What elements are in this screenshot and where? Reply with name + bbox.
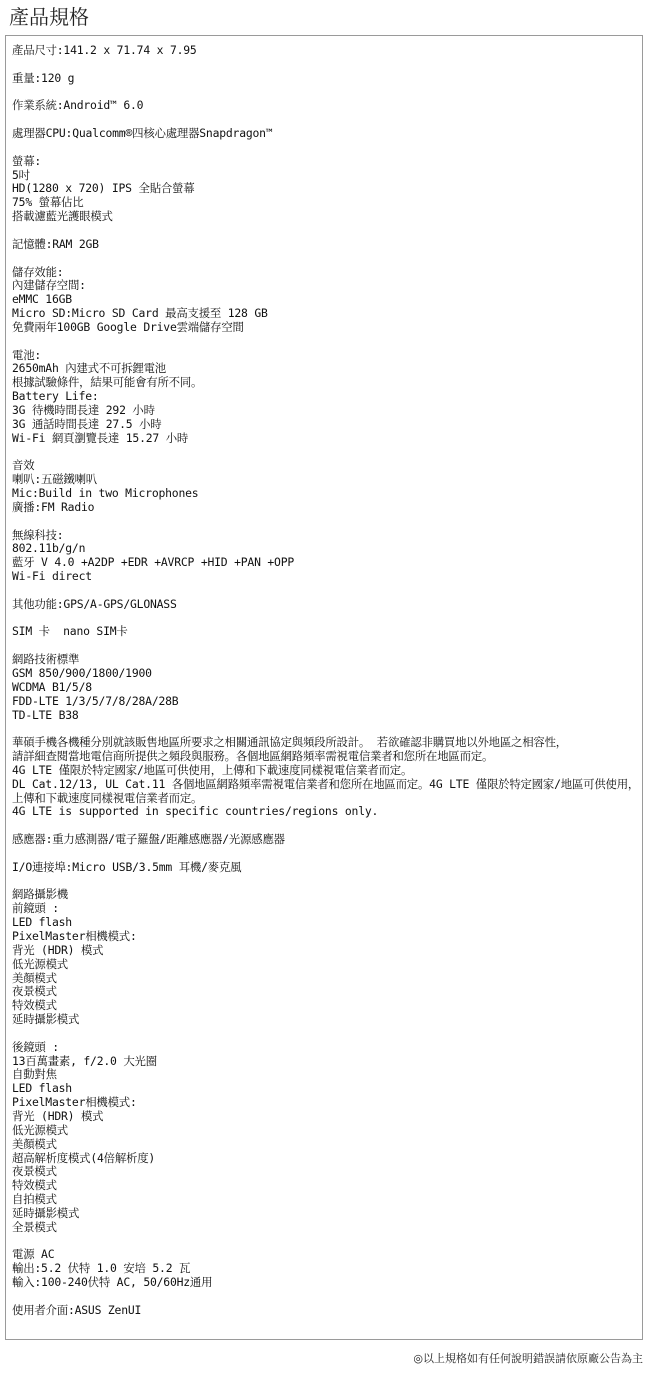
spec-section-sensors: [12, 833, 636, 847]
spec-line: 喇叭:五磁鐵喇叭: [12, 472, 97, 487]
spec-line: Wi-Fi direct: [12, 569, 92, 584]
spec-line: 搭載濾藍光護眼模式: [12, 209, 113, 224]
spec-line: 自拍模式: [12, 1192, 57, 1207]
spec-line: 前鏡頭 :: [12, 901, 59, 916]
spec-line: 延時攝影模式: [12, 1205, 80, 1220]
spec-line: Wi-Fi 網頁瀏覽長達 15.27 小時: [12, 430, 189, 445]
spec-line: 產品尺寸:141.2 x 71.74 x 7.95: [12, 43, 197, 57]
spec-line: 夜景模式: [12, 1164, 57, 1179]
spec-section-audio: [12, 459, 636, 514]
spec-section-cpu: [12, 127, 636, 141]
spec-line: 電池:: [12, 347, 42, 362]
spec-section-wireless: [12, 529, 636, 584]
spec-line: 無線科技:: [12, 527, 64, 542]
spec-line: 其他功能:GPS/A-GPS/GLONASS: [12, 596, 177, 611]
spec-line: 請詳細查閱當地電信商所提供之頻段與服務。各個地區網路頻率需視電信業者和您所在地區而定。: [12, 749, 494, 764]
spec-section-sim: [12, 625, 636, 639]
spec-line: SIM 卡 nano SIM卡: [12, 624, 128, 639]
spec-line: 低光源模式: [12, 956, 68, 971]
spec-section-network: [12, 653, 636, 722]
spec-line: 儲存效能:: [12, 264, 64, 279]
spec-line: Mic:Build in two Microphones: [12, 486, 199, 500]
spec-line: 2650mAh 內建式不可拆鋰電池: [12, 361, 166, 376]
spec-section-network-notes: [12, 735, 640, 819]
spec-line: 音效: [12, 458, 35, 473]
spec-line: PixelMaster相機模式:: [12, 929, 137, 943]
spec-line: DL Cat.12/13, UL Cat.11 各個地區網路頻率需視電信業者和您所在地區而定。4G LTE 僅限於特定國家/地區可供使用，: [12, 776, 640, 791]
spec-line: 免費兩年100GB Google Drive雲端儲存空間: [12, 319, 244, 334]
spec-line: I/O連接埠:Micro USB/3.5mm 耳機/麥克風: [12, 859, 242, 874]
spec-section-rear-camera: [12, 1041, 636, 1235]
spec-line: 4G LTE 僅限於特定國家/地區可供使用，上傳和下載速度同樣視電信業者而定。: [12, 762, 413, 777]
spec-line: 感應器:重力感測器/電子羅盤/距離感應器/光源感應器: [12, 832, 285, 847]
spec-section-os: [12, 99, 636, 113]
spec-line: 低光源模式: [12, 1122, 68, 1137]
spec-line: 根據試驗條件，結果可能會有所不同。: [12, 375, 203, 390]
spec-line: 使用者介面:ASUS ZenUI: [12, 1302, 142, 1317]
spec-line: 作業系統:Android™ 6.0: [12, 98, 144, 113]
spec-line: 輸入:100-240伏特 AC, 50/60Hz通用: [12, 1275, 213, 1290]
spec-line: TD-LTE B38: [12, 707, 79, 722]
spec-line: 電源 AC: [12, 1247, 55, 1262]
spec-line: 5吋: [12, 167, 30, 182]
spec-section-battery: [12, 349, 636, 446]
spec-section-io: [12, 861, 636, 875]
spec-section-front-camera: [12, 888, 636, 1026]
spec-line: 記憶體:RAM 2GB: [12, 236, 99, 251]
spec-line: PixelMaster相機模式:: [12, 1095, 137, 1110]
spec-line: Battery Life:: [12, 389, 99, 404]
spec-section-memory: [12, 238, 636, 252]
spec-line: 重量:120 g: [12, 70, 75, 85]
spec-line: GSM 850/900/1800/1900: [12, 665, 152, 680]
spec-line: 輸出:5.2 伏特 1.0 安培 5.2 瓦: [12, 1261, 191, 1276]
spec-line: 內建儲存空間:: [12, 278, 86, 293]
disclaimer-note: ◎以上規格如有任何說明錯誤請依原廠公告為主: [413, 1352, 643, 1365]
spec-line: 夜景模式: [12, 984, 57, 999]
spec-section-power: [12, 1248, 636, 1290]
spec-line: 美顏模式: [12, 970, 57, 985]
spec-line: 藍牙 V 4.0 +A2DP +EDR +AVRCP +HID +PAN +OPP: [12, 555, 295, 570]
spec-section-weight: [12, 72, 636, 86]
spec-section-dimensions: [12, 44, 636, 58]
spec-table: [5, 35, 643, 1340]
spec-section-ui: [12, 1304, 636, 1318]
spec-line: LED flash: [12, 915, 72, 930]
spec-line: 3G 待機時間長達 292 小時: [12, 402, 155, 417]
spec-line: 超高解析度模式(4倍解析度): [12, 1150, 156, 1165]
spec-line: HD(1280 x 720) IPS 全貼合螢幕: [12, 181, 195, 196]
page-title: 產品規格: [9, 5, 89, 29]
spec-line: 處理器CPU:Qualcomm®四核心處理器Snapdragon™: [12, 126, 273, 141]
spec-line: eMMC 16GB: [12, 292, 72, 307]
spec-line: WCDMA B1/5/8: [12, 679, 92, 694]
spec-line: 13百萬畫素, f/2.0 大光圈: [12, 1053, 157, 1068]
spec-line: FDD-LTE 1/3/5/7/8/28A/28B: [12, 693, 179, 708]
spec-line: 自動對焦: [12, 1067, 57, 1082]
spec-line: Micro SD:Micro SD Card 最高支援至 128 GB: [12, 306, 268, 321]
spec-line: 後鏡頭 :: [12, 1039, 59, 1054]
spec-line: 延時攝影模式: [12, 1012, 80, 1027]
spec-line: 75% 螢幕佔比: [12, 195, 84, 210]
spec-line: 螢幕:: [12, 153, 42, 168]
spec-line: LED flash: [12, 1081, 72, 1096]
spec-line: 網路攝影機: [12, 887, 68, 902]
spec-line: 特效模式: [12, 1178, 57, 1193]
spec-line: 特效模式: [12, 998, 57, 1013]
spec-line: 廣播:FM Radio: [12, 499, 95, 514]
spec-line: 4G LTE is supported in specific countries/regions only.: [12, 804, 379, 819]
spec-line: 上傳和下載速度同樣視電信業者而定。: [12, 790, 203, 805]
spec-line: 背光 (HDR) 模式: [12, 942, 104, 957]
spec-line: 美顏模式: [12, 1136, 57, 1151]
spec-line: 全景模式: [12, 1219, 57, 1234]
spec-section-other: [12, 598, 636, 612]
spec-line: 3G 通話時間長達 27.5 小時: [12, 416, 162, 431]
spec-section-storage: [12, 266, 636, 335]
spec-line: 華碩手機各機種分別就該販售地區所要求之相關通訊協定與頻段所設計。 若欲確認非購買地以外地區之相容性，: [12, 735, 568, 750]
spec-line: 802.11b/g/n: [12, 541, 86, 556]
spec-line: 網路技術標準: [12, 652, 80, 667]
spec-line: 背光 (HDR) 模式: [12, 1108, 104, 1123]
spec-section-display: [12, 155, 636, 224]
